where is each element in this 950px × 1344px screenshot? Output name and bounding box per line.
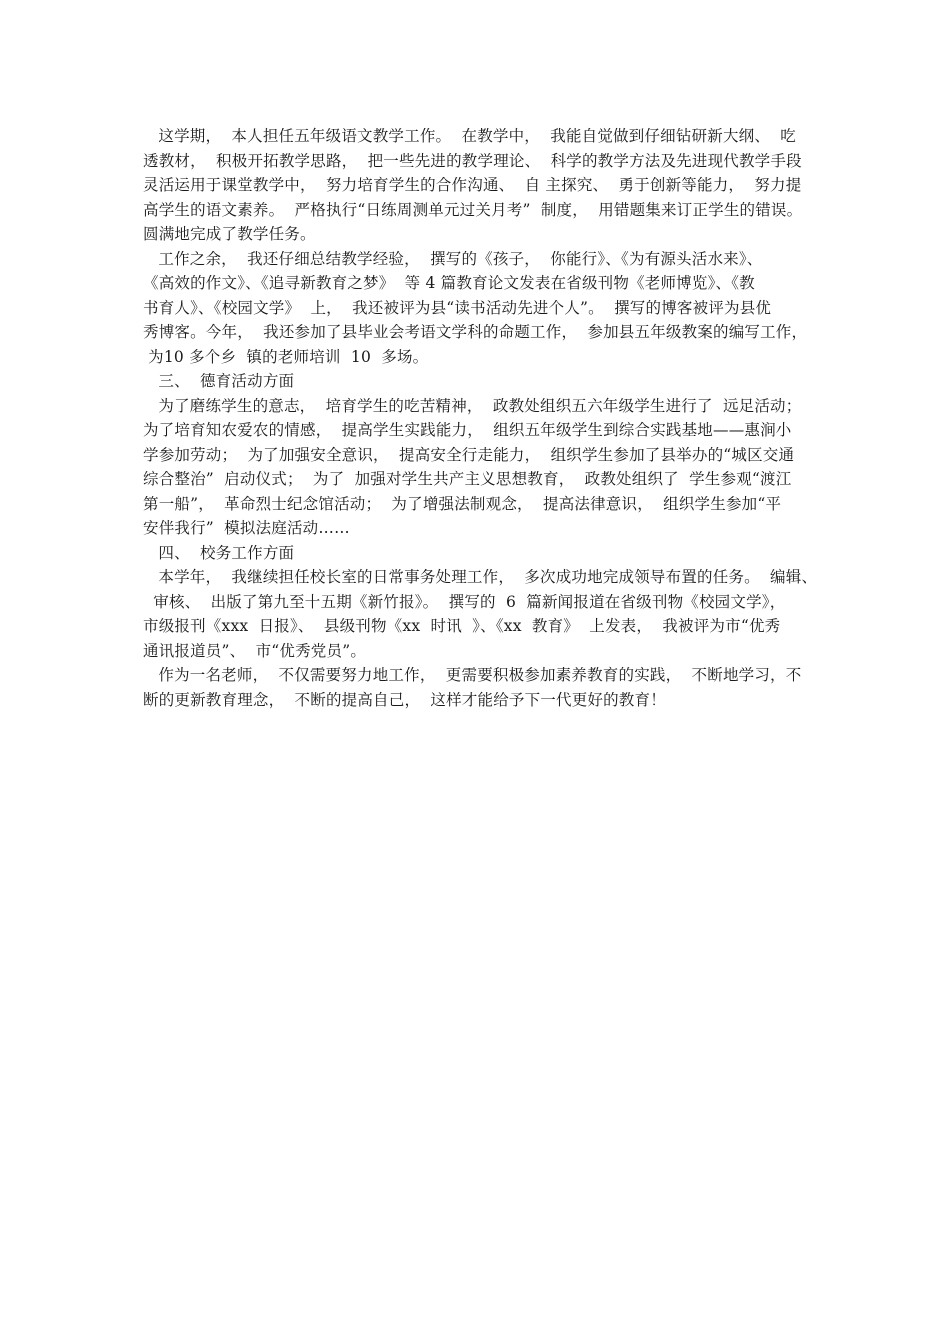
text-line: 《高效的作文》、《追寻新教育之梦》 等 4 篇教育论文发表在省级刊物《老师博览》、《教	[143, 274, 755, 292]
text-line: 书育人》、《校园文学》 上， 我还被评为县“读书活动先进个人”。 撰写的博客被评为县优	[143, 298, 772, 317]
text-line: 工作之余， 我还仔细总结教学经验， 撰写的《孩子， 你能行》、《为有源头活水来》、	[143, 249, 763, 268]
text-line: 学参加劳动； 为了加强安全意识， 提高安全行走能力， 组织学生参加了县举办的“城区交通	[143, 445, 795, 464]
text-line: 审核、 出版了第九至十五期《新竹报》。 撰写的 6 篇新闻报道在省级刊物《校园文学》，	[143, 592, 786, 611]
text-line: 秀博客。今年， 我还参加了县毕业会考语文学科的命题工作， 参加县五年级教案的编写工作，	[143, 323, 808, 341]
document-body	[143, 124, 818, 712]
text-line: 安伴我行” 模拟法庭活动……	[143, 519, 350, 537]
text-line: 第一船”， 革命烈士纪念馆活动； 为了增强法制观念， 提高法律意识， 组织学生参加“平	[143, 494, 782, 513]
text-line: 为10 多个乡 镇的老师培训 10 多场。	[143, 347, 429, 366]
text-line: 通讯报道员”、 市“优秀党员”。	[143, 641, 367, 660]
text-line: 高学生的语文素养。 严格执行“日练周测单元过关月考” 制度， 用错题集来订正学生的错误。	[143, 200, 803, 219]
text-line: 灵活运用于课堂教学中， 努力培育学生的合作沟通、 自 主探究、 勇于创新等能力， 努力提	[143, 176, 802, 194]
text-line: 综合整治” 启动仪式； 为了 加强对学生共产主义思想教育， 政教处组织了 学生参观“渡江	[143, 470, 792, 488]
text-line: 为了培育知农爱农的情感， 提高学生实践能力， 组织五年级学生到综合实践基地——惠涧小	[143, 421, 792, 439]
text-line: 这学期， 本人担任五年级语文教学工作。 在教学中， 我能自觉做到仔细钻研新大纲、 吃	[143, 127, 796, 145]
text-line: 市级报刊《xxx 日报》、 县级刊物《xx 时讯 》、《xx 教育》 上发表， 我被评为市“优秀	[143, 617, 781, 635]
text-line: 圆满地完成了教学任务。	[143, 225, 316, 243]
section-heading-moral-education: 三、 德育活动方面	[143, 372, 295, 390]
section-heading-school-affairs: 四、 校务工作方面	[143, 543, 295, 562]
text-line: 断的更新教育理念， 不断的提高自己， 这样才能给予下一代更好的教育！	[143, 690, 666, 709]
text-line: 为了磨练学生的意志， 培育学生的吃苦精神， 政教处组织五六年级学生进行了 远足活动；	[143, 396, 802, 415]
text-line: 透教材， 积极开拓教学思路， 把一些先进的教学理论、 科学的教学方法及先进现代教学手段	[143, 151, 802, 170]
text-line: 作为一名老师， 不仅需要努力地工作， 更需要积极参加素养教育的实践， 不断地学习，不	[143, 666, 802, 684]
text-line: 本学年， 我继续担任校长室的日常事务处理工作， 多次成功地完成领导布置的任务。 编辑、	[143, 568, 818, 586]
